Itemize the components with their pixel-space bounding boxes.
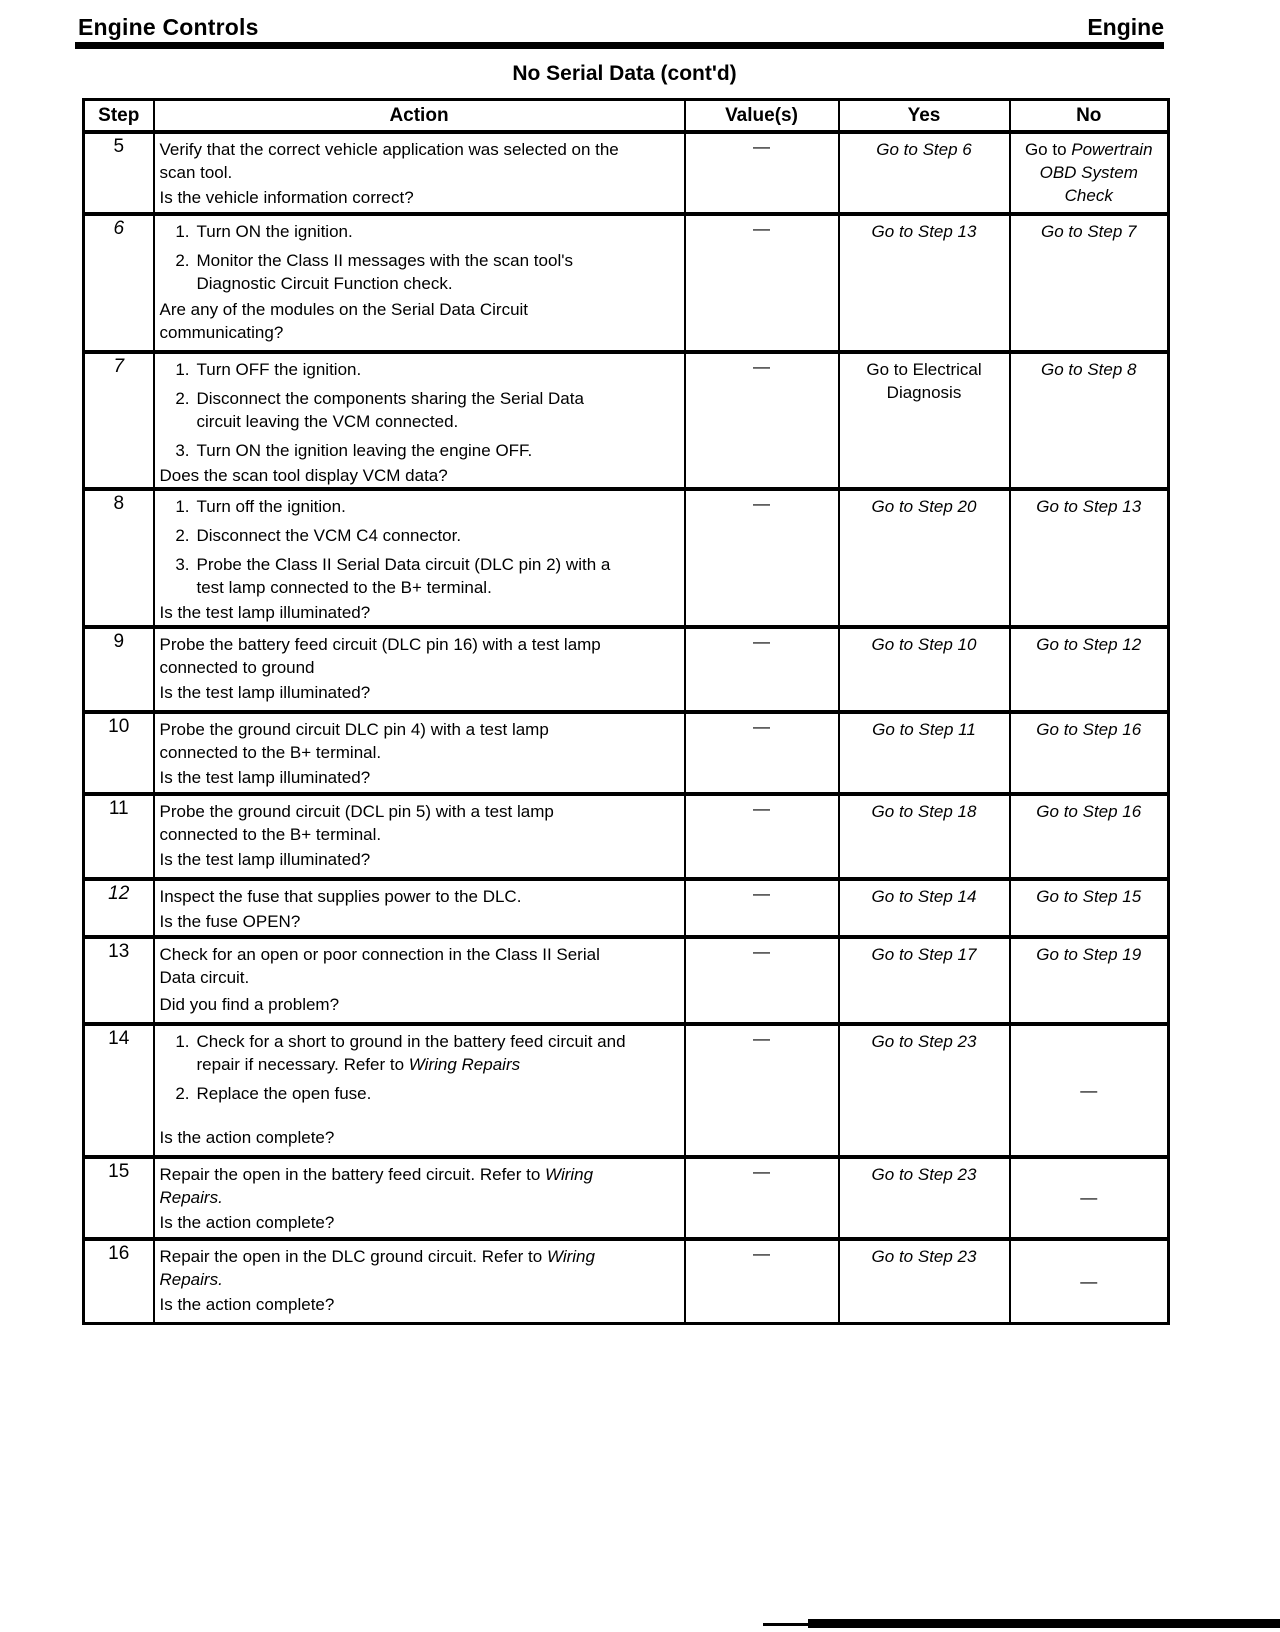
value-cell: — xyxy=(685,489,839,627)
italic-text: Go to Step 8 xyxy=(1041,359,1137,379)
table-row xyxy=(84,1157,1169,1239)
table-row xyxy=(84,627,1169,712)
action-paragraph xyxy=(160,1163,629,1209)
italic-text: Go to Step 16 xyxy=(1036,801,1142,821)
text: Replace the open fuse. xyxy=(196,1083,372,1103)
step-cell: 14 xyxy=(84,1024,154,1157)
action-instructions xyxy=(160,220,629,295)
action-content xyxy=(160,943,629,1016)
italic-text: Go to Step 23 xyxy=(871,1164,977,1184)
no-cell xyxy=(1010,794,1169,879)
list-text xyxy=(197,220,629,243)
text: Check for a short to ground in the battery feed circuit and repair if necessary. Refer to xyxy=(196,1031,626,1074)
text: — xyxy=(1080,1188,1098,1207)
italic-text: Wiring Repairs xyxy=(408,1054,521,1074)
yes-cell xyxy=(839,794,1010,879)
action-instructions xyxy=(160,943,629,989)
italic-text: Go to Step 13 xyxy=(871,221,977,241)
value-cell: — xyxy=(685,794,839,879)
yes-cell xyxy=(839,879,1010,937)
action-question: Are any of the modules on the Serial Data Circuit communicating? xyxy=(159,299,529,342)
action-list-item xyxy=(160,1082,629,1105)
italic-text: Go to Step 10 xyxy=(871,634,977,654)
list-text xyxy=(197,249,629,295)
action-paragraph xyxy=(160,138,629,184)
italic-text: Go to Step 19 xyxy=(1036,944,1142,964)
no-cell xyxy=(1010,937,1169,1024)
no-cell xyxy=(1010,879,1169,937)
list-number: 1. xyxy=(175,1031,190,1051)
yes-cell xyxy=(839,937,1010,1024)
value-cell: — xyxy=(685,1024,839,1157)
action-content xyxy=(160,138,629,206)
text: — xyxy=(1080,1080,1098,1100)
text: Repair the open in the DLC ground circuit. Refer to xyxy=(159,1246,547,1266)
action-instructions xyxy=(160,885,629,908)
no-cell xyxy=(1010,1024,1169,1157)
value-cell: — xyxy=(685,352,839,489)
text: Turn ON the ignition. xyxy=(196,221,353,241)
italic-text: Go to Step 15 xyxy=(1036,886,1142,906)
action-content xyxy=(160,633,629,704)
text: Repair the open in the battery feed circuit. Refer to xyxy=(159,1164,546,1184)
action-paragraph xyxy=(160,800,629,846)
col-header-values: Value(s) xyxy=(685,100,839,132)
list-number: 1. xyxy=(175,496,190,516)
action-cell xyxy=(154,214,685,352)
action-question: Is the vehicle information correct? xyxy=(159,187,414,207)
action-cell xyxy=(154,937,685,1024)
yes-cell xyxy=(839,132,1010,214)
page-header-left: Engine Controls xyxy=(78,14,259,40)
page-title: No Serial Data (cont'd) xyxy=(512,62,737,85)
action-content xyxy=(160,718,629,786)
action-question: Is the action complete? xyxy=(159,1294,335,1314)
yes-cell xyxy=(839,1024,1010,1157)
text: — xyxy=(1080,1271,1098,1291)
action-cell xyxy=(154,712,685,794)
action-paragraph xyxy=(160,1245,629,1291)
yes-cell xyxy=(839,489,1010,627)
action-content xyxy=(160,220,629,344)
table-row xyxy=(84,352,1169,489)
table-header-row xyxy=(84,100,1169,132)
yes-cell xyxy=(839,1157,1010,1239)
action-question: Is the fuse OPEN? xyxy=(159,911,301,931)
action-instructions xyxy=(160,800,629,846)
col-header-no: No xyxy=(1010,100,1169,132)
text: Turn OFF the ignition. xyxy=(196,359,362,379)
text: Probe the Class II Serial Data circuit (DLC pin 2) with a test lamp connected to the B+ terminal. xyxy=(196,554,611,597)
value-cell: — xyxy=(685,132,839,214)
italic-text: Wiring Repairs. xyxy=(159,1246,595,1289)
step-cell: 15 xyxy=(84,1157,154,1239)
step-cell: 13 xyxy=(84,937,154,1024)
action-instructions xyxy=(160,718,629,764)
yes-cell xyxy=(839,1239,1010,1324)
action-content xyxy=(159,358,629,485)
italic-text: Go to Step 13 xyxy=(1036,496,1142,516)
action-instructions xyxy=(160,495,629,599)
list-text xyxy=(197,524,629,547)
page-footer-bar-tail xyxy=(763,1623,808,1626)
italic-text: Go to Step 18 xyxy=(871,801,977,821)
no-cell xyxy=(1010,132,1169,214)
page-footer-bar xyxy=(808,1619,1280,1628)
table-row xyxy=(84,1239,1169,1324)
list-number: 1. xyxy=(175,359,190,379)
action-cell xyxy=(154,1024,685,1157)
value-cell: — xyxy=(685,712,839,794)
step-cell: 7 xyxy=(84,352,154,489)
value-cell: — xyxy=(685,1157,839,1239)
step-cell: 5 xyxy=(84,132,154,214)
text: Go to Electrical Diagnosis xyxy=(866,359,982,402)
action-cell xyxy=(154,352,685,489)
action-list-item xyxy=(160,1030,629,1076)
action-question: Is the test lamp illuminated? xyxy=(159,602,371,622)
col-header-step: Step xyxy=(84,100,154,132)
list-text xyxy=(197,1082,629,1105)
text: Check for an open or poor connection in the Class II Serial Data circuit. xyxy=(159,944,600,987)
action-instructions xyxy=(160,1163,629,1209)
yes-cell xyxy=(839,352,1010,489)
table-row xyxy=(84,489,1169,627)
list-text xyxy=(197,1030,629,1076)
no-cell xyxy=(1010,214,1169,352)
value-cell: — xyxy=(685,1239,839,1324)
action-question: Did you find a problem? xyxy=(159,994,340,1014)
diagnostic-table xyxy=(82,98,1170,1325)
no-cell xyxy=(1010,1157,1169,1239)
italic-text: Go to Step 7 xyxy=(1041,221,1137,241)
italic-text: Go to Step 17 xyxy=(871,944,977,964)
step-cell: 8 xyxy=(84,489,154,627)
action-list-item xyxy=(160,358,629,381)
action-cell xyxy=(154,132,685,214)
header-rule xyxy=(75,42,1164,49)
text: Go to xyxy=(1024,140,1072,159)
text: Turn ON the ignition leaving the engine OFF. xyxy=(196,440,533,460)
action-cell xyxy=(154,794,685,879)
col-header-action: Action xyxy=(154,100,685,132)
action-question: Is the action complete? xyxy=(159,1127,335,1147)
step-cell: 11 xyxy=(84,794,154,879)
no-cell xyxy=(1010,1239,1169,1324)
list-text xyxy=(197,495,629,518)
action-paragraph xyxy=(160,633,629,679)
table-row xyxy=(84,794,1169,879)
italic-text: Go to Step 12 xyxy=(1036,634,1142,654)
value-cell: — xyxy=(685,627,839,712)
text: Probe the battery feed circuit (DLC pin 16) with a test lamp connected to ground xyxy=(159,634,601,677)
action-instructions xyxy=(160,1030,629,1105)
italic-text: Go to Step 23 xyxy=(871,1031,977,1051)
italic-text: Wiring Repairs. xyxy=(159,1164,594,1207)
text: Probe the ground circuit DLC pin 4) with a test lamp connected to the B+ terminal. xyxy=(159,719,549,762)
step-cell: 6 xyxy=(84,214,154,352)
text: Disconnect the components sharing the Serial Data circuit leaving the VCM connected. xyxy=(196,388,584,431)
no-cell xyxy=(1010,489,1169,627)
italic-text: Go to Step 11 xyxy=(872,719,976,739)
text: Probe the ground circuit (DCL pin 5) with a test lamp connected to the B+ terminal. xyxy=(159,801,554,844)
list-text xyxy=(197,358,629,381)
list-number: 3. xyxy=(175,554,190,574)
action-question: Is the test lamp illuminated? xyxy=(159,682,371,702)
no-cell xyxy=(1010,627,1169,712)
table-row xyxy=(84,132,1169,214)
action-list-item xyxy=(160,387,629,433)
action-instructions xyxy=(160,1245,629,1291)
table-row xyxy=(84,937,1169,1024)
action-list-item xyxy=(160,439,629,462)
value-cell: — xyxy=(685,879,839,937)
text: Inspect the fuse that supplies power to the DLC. xyxy=(159,886,522,906)
action-list-item xyxy=(160,524,629,547)
action-content xyxy=(160,800,629,871)
step-cell: 16 xyxy=(84,1239,154,1324)
text: Turn off the ignition. xyxy=(196,496,346,516)
italic-text: Go to Step 6 xyxy=(876,139,972,159)
list-number: 2. xyxy=(175,1083,190,1103)
action-question: Is the test lamp illuminated? xyxy=(159,849,371,869)
table-row xyxy=(84,214,1169,352)
italic-text: Powertrain OBD System Check xyxy=(1039,140,1153,205)
text: Verify that the correct vehicle application was selected on the scan tool. xyxy=(159,139,619,182)
action-cell xyxy=(154,489,685,627)
action-cell xyxy=(154,627,685,712)
action-cell xyxy=(154,1239,685,1324)
action-cell xyxy=(154,1157,685,1239)
page-header-right: Engine xyxy=(1087,14,1164,40)
value-cell: — xyxy=(685,214,839,352)
yes-cell xyxy=(839,712,1010,794)
list-number: 1. xyxy=(175,221,190,241)
action-content xyxy=(160,885,629,929)
table-row xyxy=(84,712,1169,794)
italic-text: Go to Step 23 xyxy=(871,1246,977,1266)
action-instructions xyxy=(160,633,629,679)
list-number: 2. xyxy=(175,250,190,270)
value-cell: — xyxy=(685,937,839,1024)
action-paragraph xyxy=(160,943,629,989)
yes-cell xyxy=(839,627,1010,712)
action-list-item xyxy=(160,249,629,295)
action-list-item xyxy=(160,553,629,599)
text: Disconnect the VCM C4 connector. xyxy=(196,525,462,545)
action-question: Is the test lamp illuminated? xyxy=(159,767,371,787)
list-number: 2. xyxy=(175,388,190,408)
action-instructions xyxy=(160,358,629,462)
italic-text: Go to Step 20 xyxy=(871,496,977,516)
action-paragraph xyxy=(160,718,629,764)
text: Monitor the Class II messages with the scan tool's Diagnostic Circuit Function check. xyxy=(196,250,573,293)
no-cell xyxy=(1010,712,1169,794)
no-cell xyxy=(1010,352,1169,489)
action-content xyxy=(160,1245,629,1316)
action-content xyxy=(160,1030,629,1149)
action-content xyxy=(159,495,629,622)
list-text xyxy=(197,387,629,433)
action-question: Is the action complete? xyxy=(159,1212,335,1232)
step-cell: 9 xyxy=(84,627,154,712)
list-number: 2. xyxy=(175,525,190,545)
action-instructions xyxy=(160,138,629,184)
list-text xyxy=(197,439,629,462)
action-question: Does the scan tool display VCM data? xyxy=(159,465,448,485)
table-row xyxy=(84,879,1169,937)
step-cell: 10 xyxy=(84,712,154,794)
list-text xyxy=(197,553,629,599)
italic-text: Go to Step 16 xyxy=(1036,719,1142,739)
action-cell xyxy=(154,879,685,937)
action-list-item xyxy=(160,220,629,243)
table-row xyxy=(84,1024,1169,1157)
italic-text: Go to Step 14 xyxy=(871,886,977,906)
action-content xyxy=(160,1163,629,1231)
col-header-yes: Yes xyxy=(839,100,1010,132)
action-paragraph xyxy=(160,885,629,908)
list-number: 3. xyxy=(175,440,190,460)
step-cell: 12 xyxy=(84,879,154,937)
action-list-item xyxy=(160,495,629,518)
yes-cell xyxy=(839,214,1010,352)
